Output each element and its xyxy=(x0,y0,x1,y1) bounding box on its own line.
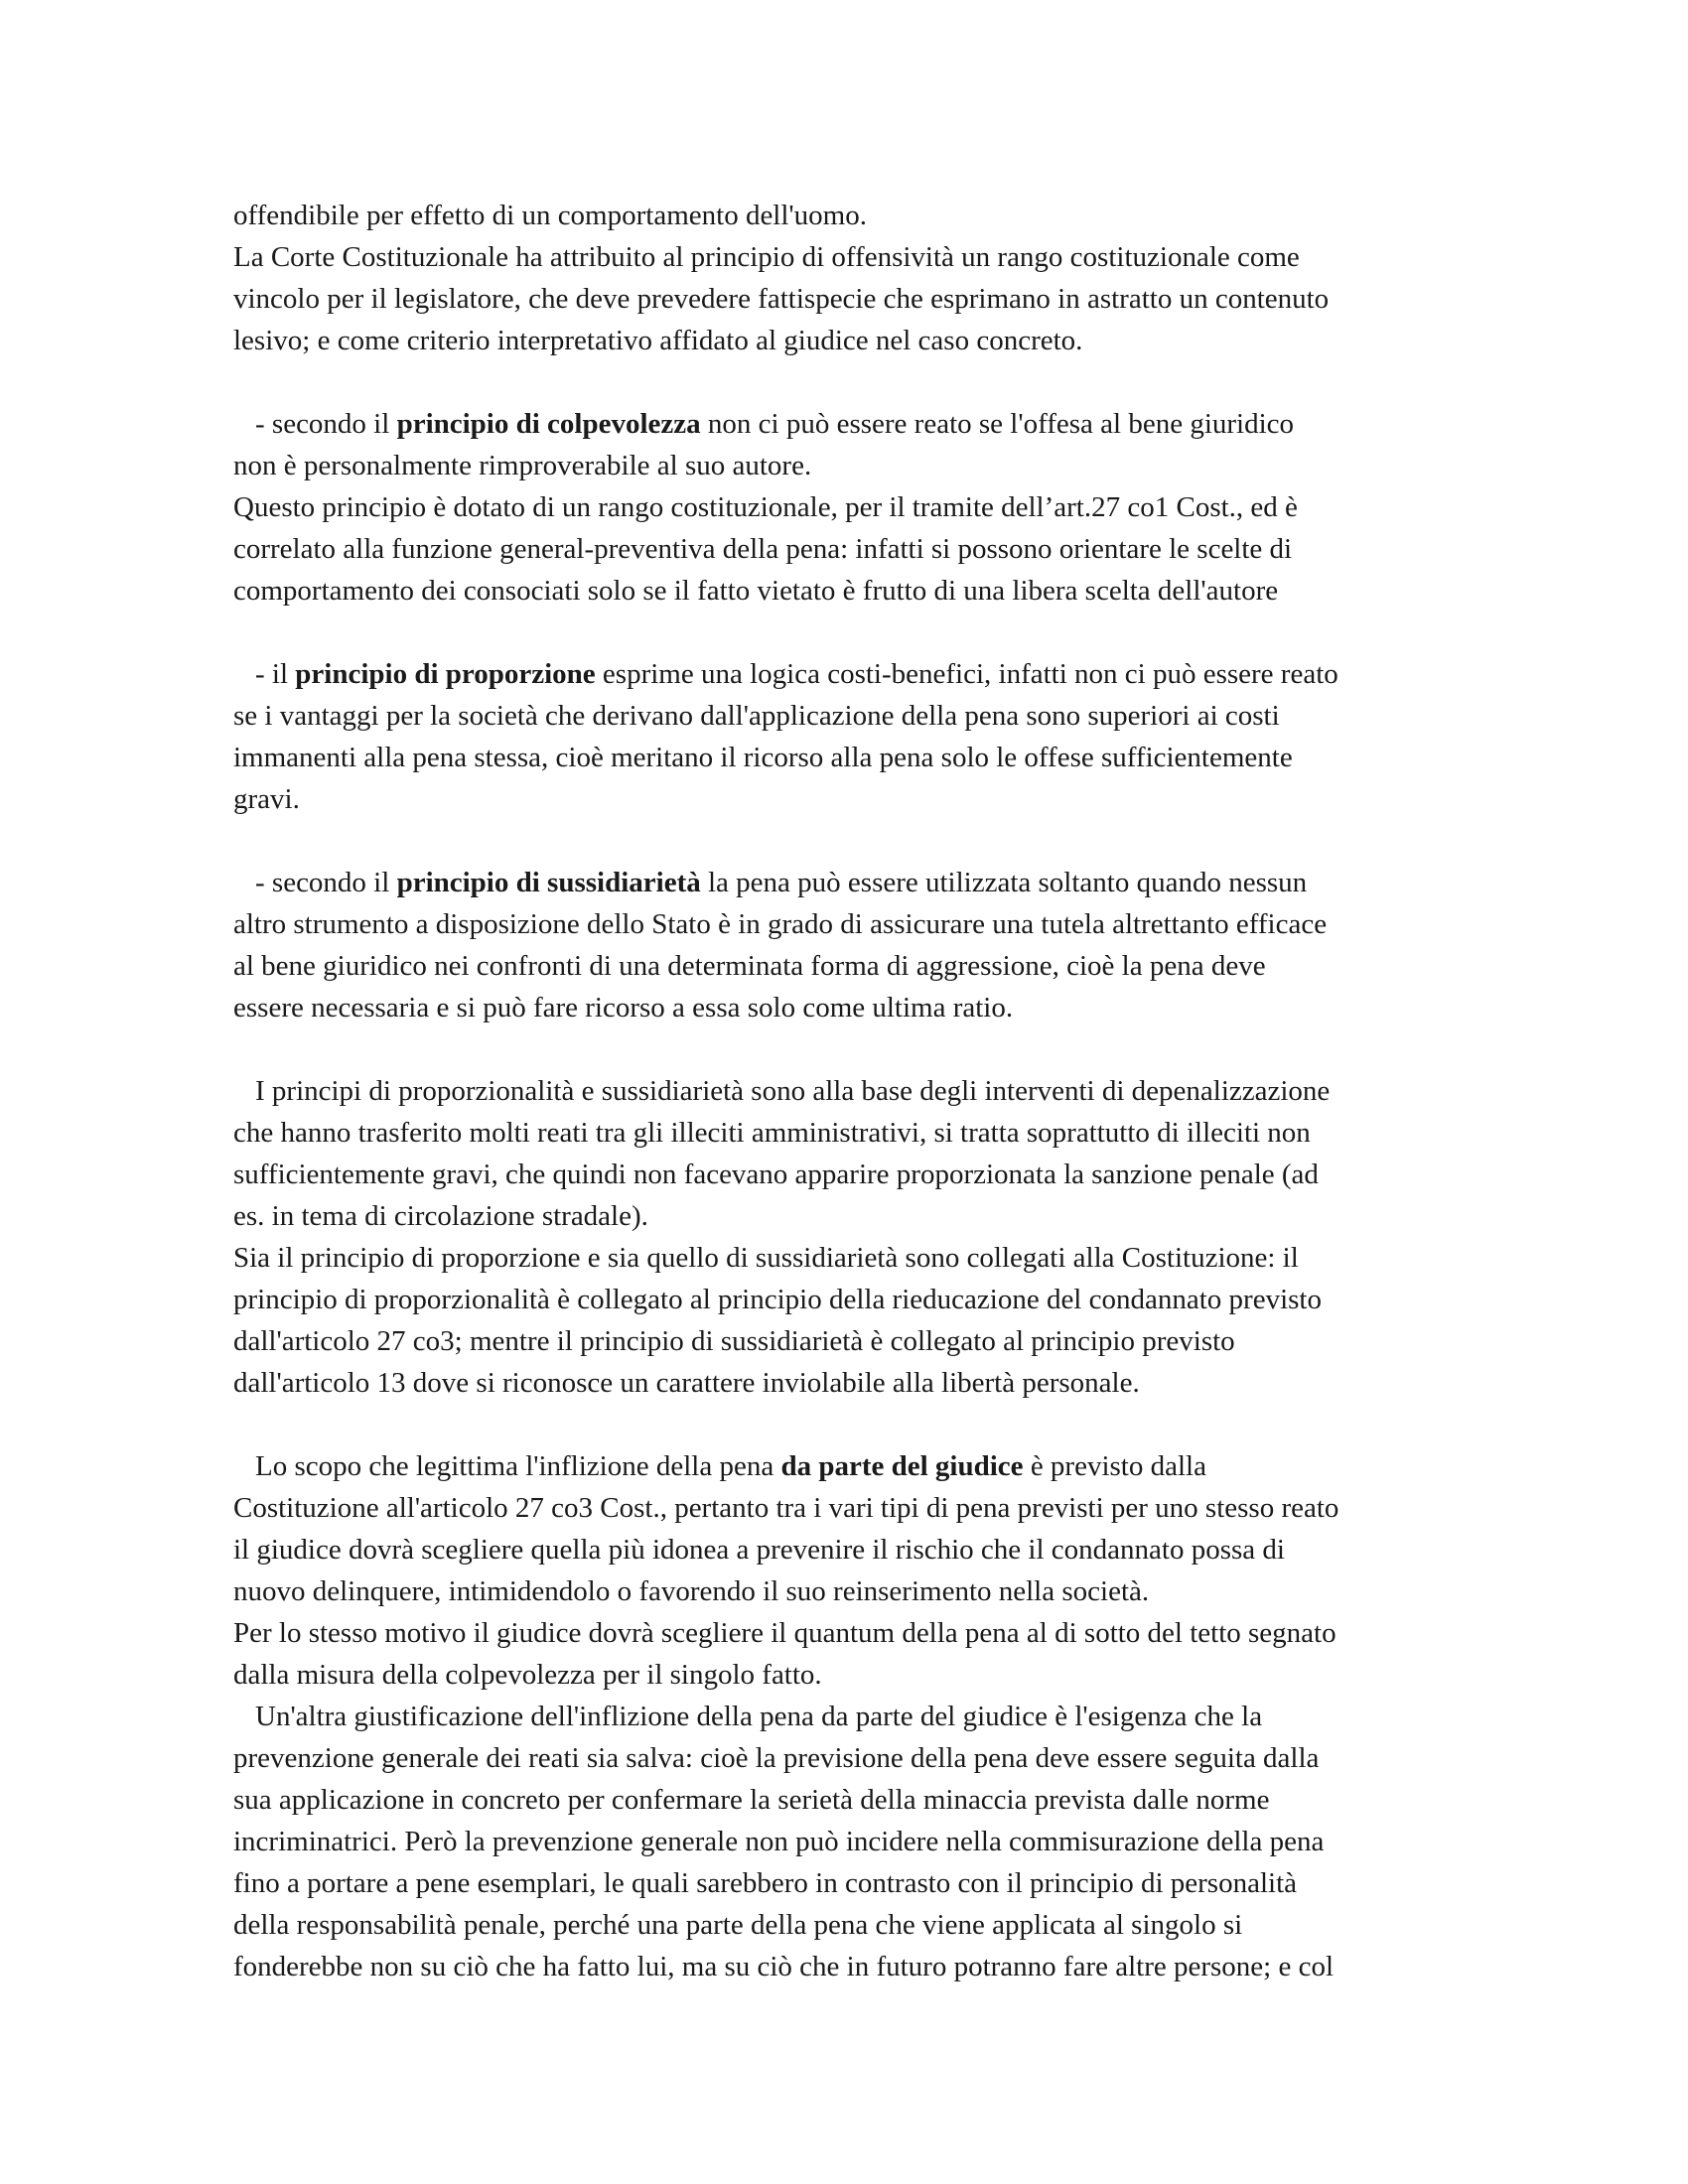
bold-term: principio di colpevolezza xyxy=(396,408,701,440)
paragraph-line: Costituzione all'articolo 27 co3 Cost., pertanto tra i vari tipi di pena previsti per uno stesso reato xyxy=(233,1492,1339,1524)
text-run: esprime una logica costi-benefici, infatti non ci può essere reato xyxy=(595,658,1338,690)
text-run: Lo scopo che legittima l'inflizione della pena xyxy=(255,1450,781,1482)
paragraph-line xyxy=(233,653,1465,695)
text-run: è previsto dalla xyxy=(1023,1450,1206,1482)
paragraph-line: essere necessaria e si può fare ricorso a essa solo come ultima ratio. xyxy=(233,992,1014,1024)
paragraph-spacer xyxy=(233,361,1465,403)
paragraph-line xyxy=(233,1445,1465,1487)
text-run: - secondo il xyxy=(255,867,397,898)
text-run: - il xyxy=(255,658,296,690)
paragraph-spacer xyxy=(233,1404,1465,1445)
paragraph-line: La Corte Costituzionale ha attribuito al principio di offensività un rango costituzionale come xyxy=(233,241,1300,273)
paragraph-line: se i vantaggi per la società che derivano dall'applicazione della pena sono superiori ai costi xyxy=(233,700,1280,732)
paragraph-line: fonderebbe non su ciò che ha fatto lui, ma su ciò che in futuro potranno fare altre persone; e col xyxy=(233,1951,1335,1982)
paragraph-line: Sia il principio di proporzione e sia quello di sussidiarietà sono collegati alla Costituzione: il xyxy=(233,1242,1299,1274)
paragraph-line: dall'articolo 13 dove si riconosce un carattere inviolabile alla libertà personale. xyxy=(233,1367,1140,1399)
paragraph-spacer xyxy=(233,820,1465,862)
paragraph-line: il giudice dovrà scegliere quella più idonea a prevenire il rischio che il condannato possa di xyxy=(233,1534,1285,1566)
paragraph-line: offendibile per effetto di un comportamento dell'uomo. xyxy=(233,200,867,231)
paragraph-line: fino a portare a pene esemplari, le quali sarebbero in contrasto con il principio di personalità xyxy=(233,1867,1298,1899)
paragraph-line: incriminatrici. Però la prevenzione generale non può incidere nella commisurazione della pena xyxy=(233,1826,1325,1857)
paragraph-line: gravi. xyxy=(233,783,300,815)
paragraph-line: lesivo; e come criterio interpretativo affidato al giudice nel caso concreto. xyxy=(233,325,1083,356)
bold-term: principio di proporzione xyxy=(295,658,596,690)
text-run: - secondo il xyxy=(255,408,397,440)
paragraph-line: correlato alla funzione general-preventiva della pena: infatti si possono orientare le scelte di xyxy=(233,533,1293,565)
paragraph-line: che hanno trasferito molti reati tra gli illeciti amministrativi, si tratta soprattutto di illeciti non xyxy=(233,1117,1311,1149)
paragraph-line: sufficientemente gravi, che quindi non facevano apparire proporzionata la sanzione penale (ad xyxy=(233,1159,1319,1190)
paragraph-line: non è personalmente rimproverabile al suo autore. xyxy=(233,450,812,481)
paragraph-line: Un'altra giustificazione dell'inflizione della pena da parte del giudice è l'esigenza che la xyxy=(255,1701,1263,1732)
paragraph-line: nuovo delinquere, intimidendolo o favorendo il suo reinserimento nella società. xyxy=(233,1575,1150,1607)
paragraph-line xyxy=(233,403,1465,445)
text-run: la pena può essere utilizzata soltanto quando nessun xyxy=(700,867,1308,898)
paragraph-line: della responsabilità penale, perché una parte della pena che viene applicata al singolo si xyxy=(233,1909,1243,1941)
paragraph-line: altro strumento a disposizione dello Stato è in grado di assicurare una tutela altrettanto efficace xyxy=(233,908,1328,940)
bold-term: principio di sussidiarietà xyxy=(396,867,701,898)
paragraph-line: immanenti alla pena stessa, cioè meritano il ricorso alla pena solo le offese sufficientemente xyxy=(233,742,1293,773)
paragraph-line: prevenzione generale dei reati sia salva: cioè la previsione della pena deve essere seguita dalla xyxy=(233,1742,1320,1774)
text-run: non ci può essere reato se l'offesa al bene giuridico xyxy=(700,408,1295,440)
paragraph-line: es. in tema di circolazione stradale). xyxy=(233,1200,648,1232)
paragraph-line: al bene giuridico nei confronti di una determinata forma di aggressione, cioè la pena deve xyxy=(233,950,1266,982)
paragraph-line: sua applicazione in concreto per confermare la serietà della minaccia prevista dalle norme xyxy=(233,1784,1270,1816)
paragraph-line: I principi di proporzionalità e sussidiarietà sono alla base degli interventi di depenalizzazione xyxy=(255,1075,1331,1107)
paragraph-line: Questo principio è dotato di un rango costituzionale, per il tramite dell’art.27 co1 Cost., ed è xyxy=(233,491,1298,523)
paragraph-line: Per lo stesso motivo il giudice dovrà scegliere il quantum della pena al di sotto del tetto segnato xyxy=(233,1617,1336,1649)
bold-term: da parte del giudice xyxy=(780,1450,1024,1482)
paragraph-line xyxy=(233,862,1465,903)
paragraph-line: dalla misura della colpevolezza per il singolo fatto. xyxy=(233,1659,822,1691)
paragraph-line: comportamento dei consociati solo se il fatto vietato è frutto di una libera scelta dell'autore xyxy=(233,575,1279,607)
paragraph-spacer xyxy=(233,612,1465,653)
paragraph-line: dall'articolo 27 co3; mentre il principio di sussidiarietà è collegato al principio previsto xyxy=(233,1325,1235,1357)
paragraph-line: vincolo per il legislatore, che deve prevedere fattispecie che esprimano in astratto un contenuto xyxy=(233,283,1330,315)
paragraph-line: principio di proporzionalità è collegato al principio della rieducazione del condannato previsto xyxy=(233,1284,1322,1315)
paragraph-spacer xyxy=(233,1028,1465,1070)
document-page xyxy=(233,195,1465,1987)
